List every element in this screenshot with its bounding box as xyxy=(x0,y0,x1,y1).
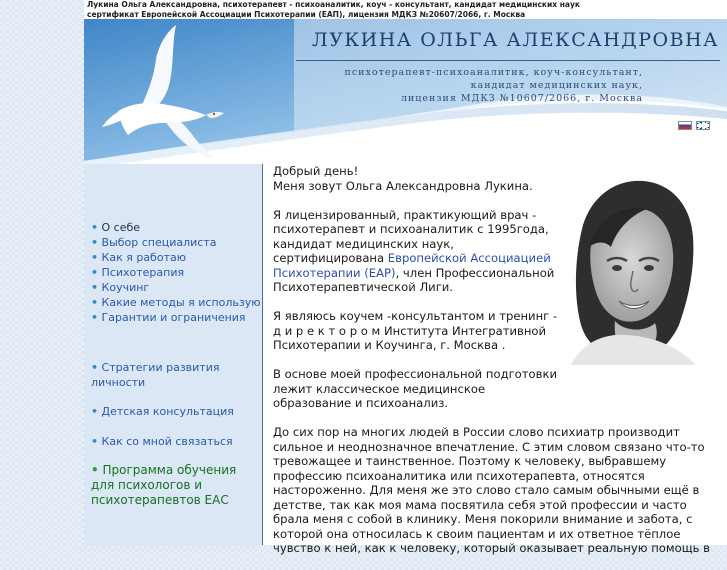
bullet-icon: • xyxy=(91,236,99,249)
bullet-icon: • xyxy=(91,405,99,418)
russian-flag-icon[interactable] xyxy=(678,121,692,130)
license-text: Я лицензированный, практикующий врач - психотерапевт и психоаналитик с 1995года, кандидат медицинских наук, сертифицирована xyxy=(273,207,549,265)
sidebar-item-strategies[interactable] xyxy=(91,360,259,390)
sidebar-item-label: Гарантии и ограничения xyxy=(101,311,246,324)
page-container xyxy=(84,19,727,555)
sidebar-menu-strategies xyxy=(91,360,259,390)
sidebar-menu-main xyxy=(91,220,261,325)
sidebar xyxy=(84,164,262,545)
subtitle-line-1: психотерапевт-психоаналитик, коуч-консультант, xyxy=(344,67,643,78)
greeting-paragraph xyxy=(273,164,565,193)
intro-line: Меня зовут Ольга Александровна Лукина. xyxy=(273,178,533,193)
bullet-icon: • xyxy=(91,311,99,324)
sidebar-item-contact[interactable] xyxy=(91,434,233,449)
sidebar-item-choose-specialist[interactable] xyxy=(91,235,261,250)
bullet-icon: • xyxy=(91,361,99,374)
sidebar-item-label: Стратегии развития личности xyxy=(91,361,220,389)
bullet-icon: • xyxy=(91,221,99,234)
education-paragraph: В основе моей профессиональной подготовки лежит классическое медицинское образование и психоанализ. xyxy=(273,367,557,410)
sidebar-item-label: Как я работаю xyxy=(101,251,186,264)
english-flag-icon[interactable] xyxy=(696,121,710,130)
sidebar-item-about[interactable] xyxy=(91,220,261,235)
subtitle-line-3: лицензия МДКЗ №10607/2066, г. Москва xyxy=(400,93,643,104)
sidebar-item-label: О себе xyxy=(101,221,141,234)
sidebar-divider xyxy=(262,164,263,545)
top-info-line-1: Лукина Ольга Александровна, психотерапевт - психоаналитик, коуч - консультант, кандидат медицинских наук xyxy=(87,0,580,9)
sidebar-item-coaching[interactable] xyxy=(91,280,261,295)
sidebar-menu-children xyxy=(91,404,234,419)
bullet-icon: • xyxy=(91,296,99,309)
subtitle-line-2: кандидат медицинских наук, xyxy=(470,80,643,91)
greeting-line: Добрый день! xyxy=(273,164,359,178)
header-banner xyxy=(84,19,727,164)
eap-link[interactable]: Европейской Ассоциацией Психотерапии (ЕАР) xyxy=(273,251,551,280)
sidebar-item-label: Как со мной связаться xyxy=(101,435,233,448)
bullet-icon: • xyxy=(91,266,99,279)
league-text: , член Профессиональной Психотерапевтической Лиги. xyxy=(273,265,555,294)
sidebar-item-label: Выбор специалиста xyxy=(101,236,217,249)
sidebar-item-guarantees[interactable] xyxy=(91,310,261,325)
bullet-icon: • xyxy=(91,281,99,294)
site-title: ЛУКИНА ОЛЬГА АЛЕКСАНДРОВНА xyxy=(311,29,719,51)
sidebar-menu-contact xyxy=(91,434,233,449)
sidebar-item-label: Какие методы я использую xyxy=(101,296,261,309)
main-content xyxy=(273,164,721,570)
top-info-line-2: сертификат Европейской Ассоциации Психотерапии (ЕАП), лицензия МДКЗ №20607/2066, г. Москва xyxy=(87,9,526,19)
bullet-icon: • xyxy=(91,435,99,448)
sidebar-item-label: Детская консультация xyxy=(101,405,234,418)
bullet-icon: • xyxy=(91,463,99,477)
license-paragraph xyxy=(273,208,565,295)
sidebar-item-methods[interactable] xyxy=(91,295,261,310)
title-divider xyxy=(296,60,720,61)
coach-paragraph: Я являюсь коучем -консультантом и тренинг - д и р е к т о р о м Института Интегративной Психотерапии и Коучинга, г. Москва . xyxy=(273,309,558,352)
sidebar-item-how-i-work[interactable] xyxy=(91,250,261,265)
sidebar-item-training-program[interactable] xyxy=(91,463,259,508)
sidebar-item-children-consultation[interactable] xyxy=(91,404,234,419)
sidebar-item-label: Психотерапия xyxy=(101,266,185,279)
sidebar-menu-program xyxy=(91,463,259,508)
sidebar-item-label: Программа обучения для психологов и психотерапевтов ЕАС xyxy=(91,463,237,507)
story-paragraph: До сих пор на многих людей в России слово психиатр производит сильное и неоднозначное впечатление. С этим словом связано что-то тревожащее и таинственное. Поэтому к человеку, выбравшему профессию психоаналитика или психотерапевта, относятся настороженно. Для меня же это слово стало самым обычными ещё в детстве, так как моя мама посвятила себя этой профессии и часто брала меня с собой в клинику. Меня покорили внимание и забота, с которой она относилась к своим пациентам и их ответное тёплое чувство к ней, как к человеку, который оказывает реальную помощь в xyxy=(273,425,710,555)
sidebar-item-label: Коучинг xyxy=(101,281,150,294)
bullet-icon: • xyxy=(91,251,99,264)
sidebar-item-psychotherapy[interactable] xyxy=(91,265,261,280)
top-info-bar xyxy=(84,0,727,19)
